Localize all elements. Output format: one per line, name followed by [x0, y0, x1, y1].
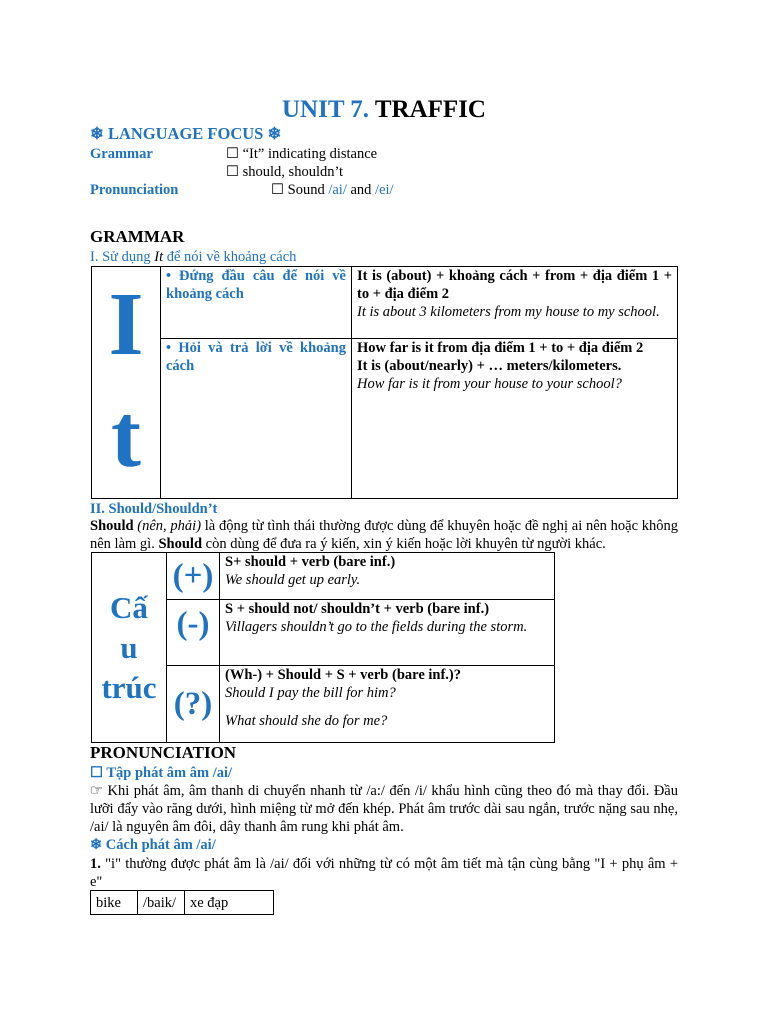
language-focus-heading: ❄ LANGUAGE FOCUS ❄ — [90, 124, 282, 143]
question-example-1: Should I pay the bill for him? — [225, 685, 396, 701]
checkbox-icon: ☐ — [90, 765, 103, 781]
example-word: bike — [91, 891, 138, 915]
formula-2b: It is (about/nearly) + … meters/kilometers. — [357, 358, 622, 374]
big-it-cell — [92, 267, 161, 499]
example-ipa: /baik/ — [138, 891, 185, 915]
use-cell-2: • Hỏi và trả lời về khoảng cách — [161, 339, 352, 499]
it-distance-table — [91, 266, 678, 499]
unit-topic: TRAFFIC — [374, 96, 486, 123]
formula-cell-1 — [352, 267, 678, 339]
section-1-heading: I. Sử dụng It để nói về khoảng cách — [90, 249, 297, 265]
how-to-heading: ❄ Cách phát âm /ai/ — [90, 837, 216, 853]
big-letter-i: I — [108, 274, 144, 374]
big-letter-t: t — [111, 386, 141, 486]
pronunciation-label: Pronunciation — [90, 182, 179, 198]
formula-2a: How far is it from địa điểm 1 + to + địa điểm 2 — [357, 340, 644, 356]
negative-cell — [220, 600, 555, 666]
negative-sign: (-) — [167, 600, 220, 666]
question-cell — [220, 666, 555, 743]
checkbox-icon: ☐ — [226, 146, 239, 162]
cau-truc-cell — [92, 553, 167, 743]
grammar-label: Grammar — [90, 146, 153, 162]
example-1: It is about 3 kilometers from my house to my school. — [357, 304, 660, 320]
negative-formula: S + should not/ shouldn’t + verb (bare inf.) — [225, 601, 490, 617]
question-example-2: What should she do for me? — [225, 713, 388, 729]
positive-sign: (+) — [167, 553, 220, 600]
pronunciation-item: ☐ Sound /ai/ and /ei/ — [271, 182, 394, 198]
cau-truc-line-1: Cấ — [110, 589, 148, 625]
pronunciation-heading: PRONUNCIATION — [90, 743, 237, 762]
cau-truc-line-3: trúc — [101, 669, 157, 705]
positive-cell — [220, 553, 555, 600]
example-2: How far is it from your house to your school? — [357, 376, 622, 392]
page-title — [0, 95, 768, 125]
rule-1: 1. "i" thường được phát âm là /ai/ đối với những từ có một âm tiết mà tận cùng bằng "I + phụ âm + e" — [90, 856, 678, 890]
question-sign: (?) — [167, 666, 220, 743]
formula-cell-2 — [352, 339, 678, 499]
grammar-heading: GRAMMAR — [90, 227, 185, 246]
should-paragraph: Should (nên, phải) là động từ tình thái thường được dùng để khuyên hoặc đề nghị ai nên hoặc không nên làm gì. Should còn dùng để đưa ra ý kiến, xin ý kiến hoặc lời khuyên từ người khác. — [90, 518, 678, 552]
grammar-item-2: ☐ should, shouldn’t — [226, 164, 344, 180]
checkbox-icon: ☐ — [271, 182, 284, 198]
example-table — [90, 890, 274, 915]
positive-example: We should get up early. — [225, 572, 361, 588]
checkbox-icon: ☐ — [226, 164, 239, 180]
unit-number: UNIT 7. — [282, 96, 370, 123]
negative-example: Villagers shouldn’t go to the fields during the storm. — [225, 619, 528, 635]
formula-1: It is (about) + khoảng cách + from + địa điểm 1 + to + địa điểm 2 — [357, 268, 672, 302]
practice-paragraph: ☞ Khi phát âm, âm thanh di chuyển nhanh từ /a:/ đến /i/ khẩu hình cũng theo đó mà thay đổi. Đầu lưỡi đẩy vào răng dưới, hình miệng từ mở đến khép. Phát âm trước dài sau ngắn, trước nặng sau nhẹ, /ai/ là nguyên âm đôi, dây thanh âm rung khi phát âm. — [90, 783, 678, 835]
practice-heading: ☐ Tập phát âm âm /ai/ — [90, 765, 233, 781]
example-meaning: xe đạp — [185, 891, 274, 915]
section-2-heading: II. Should/Shouldn’t — [90, 501, 218, 517]
table-row — [91, 891, 274, 915]
grammar-item-1: ☐ “It” indicating distance — [226, 146, 378, 162]
positive-formula: S+ should + verb (bare inf.) — [225, 554, 396, 570]
should-structure-table — [91, 552, 555, 743]
question-formula: (Wh-) + Should + S + verb (bare inf.)? — [225, 667, 462, 683]
use-cell-1: • Đứng đầu câu để nói về khoảng cách — [161, 267, 352, 339]
cau-truc-line-2: u — [120, 629, 138, 665]
